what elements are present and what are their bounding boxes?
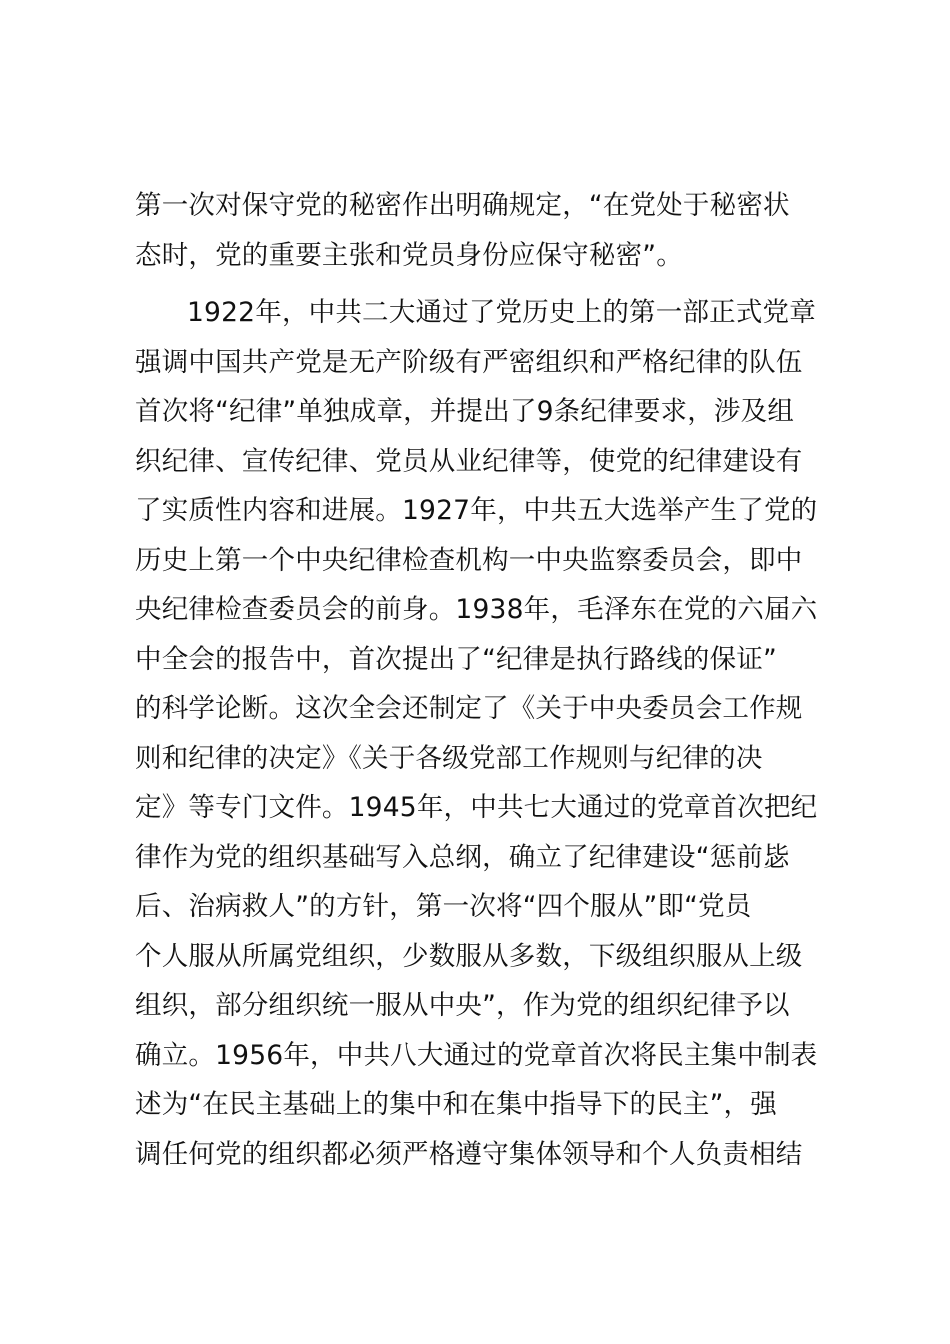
text-line: 述为“在民主基础上的集中和在集中指导下的民主”，强 [135,1089,777,1120]
text-line: 中全会的报告中，首次提出了“纪律是执行路线的保证” [135,643,777,675]
text-line: 了实质性内容和进展。1927年，中共五大选举产生了党的 [135,495,818,526]
text-line: 强调中国共产党是无产阶级有严密组织和严格纪律的队伍 [135,346,803,378]
text-line: 个人服从所属党组织，少数服从多数，下级组织服从上级 [135,940,803,972]
text-line: 央纪律检查委员会的前身。1938年，毛泽东在党的六届六 [135,594,818,625]
text-line: 则和纪律的决定》《关于各级党部工作规则与纪律的决 [135,742,763,774]
text-line: 首次将“纪律”单独成章，并提出了9条纪律要求，涉及组 [135,396,795,427]
text-line: 调任何党的组织都必须严格遵守集体领导和个人负责相结 [135,1138,803,1170]
text-line: 定》等专门文件。1945年，中共七大通过的党章首次把纪 [135,792,818,823]
text-line: 织纪律、宣传纪律、党员从业纪律等，使党的纪律建设有 [135,445,803,477]
text-line: 的科学论断。这次全会还制定了《关于中央委员会工作规 [135,693,803,724]
text-line: 后、治病救人”的方针，第一次将“四个服从”即“党员 [135,891,752,922]
text-line: 态时，党的重要主张和党员身份应保守秘密”。 [135,239,683,271]
text-line: 确立。1956年，中共八大通过的党章首次将民主集中制表 [135,1039,818,1071]
paragraph-spacer [135,280,855,288]
text-line: 历史上第一个中央纪律检查机构一中央监察委员会，即中 [135,544,803,576]
text-line: 第一次对保守党的秘密作出明确规定，“在党处于秘密状 [135,190,790,221]
text-line: 1922年，中共二大通过了党历史上的第一部正式党章 [187,297,816,328]
paragraph-1 [135,181,855,280]
text-line: 律作为党的组织基础写入总纲，确立了纪律建设“惩前毖 [135,841,790,873]
text-line: 组织，部分组织统一服从中央”，作为党的组织纪律予以 [135,990,790,1021]
body-text [135,181,855,1179]
paragraph-2 [135,288,855,1179]
